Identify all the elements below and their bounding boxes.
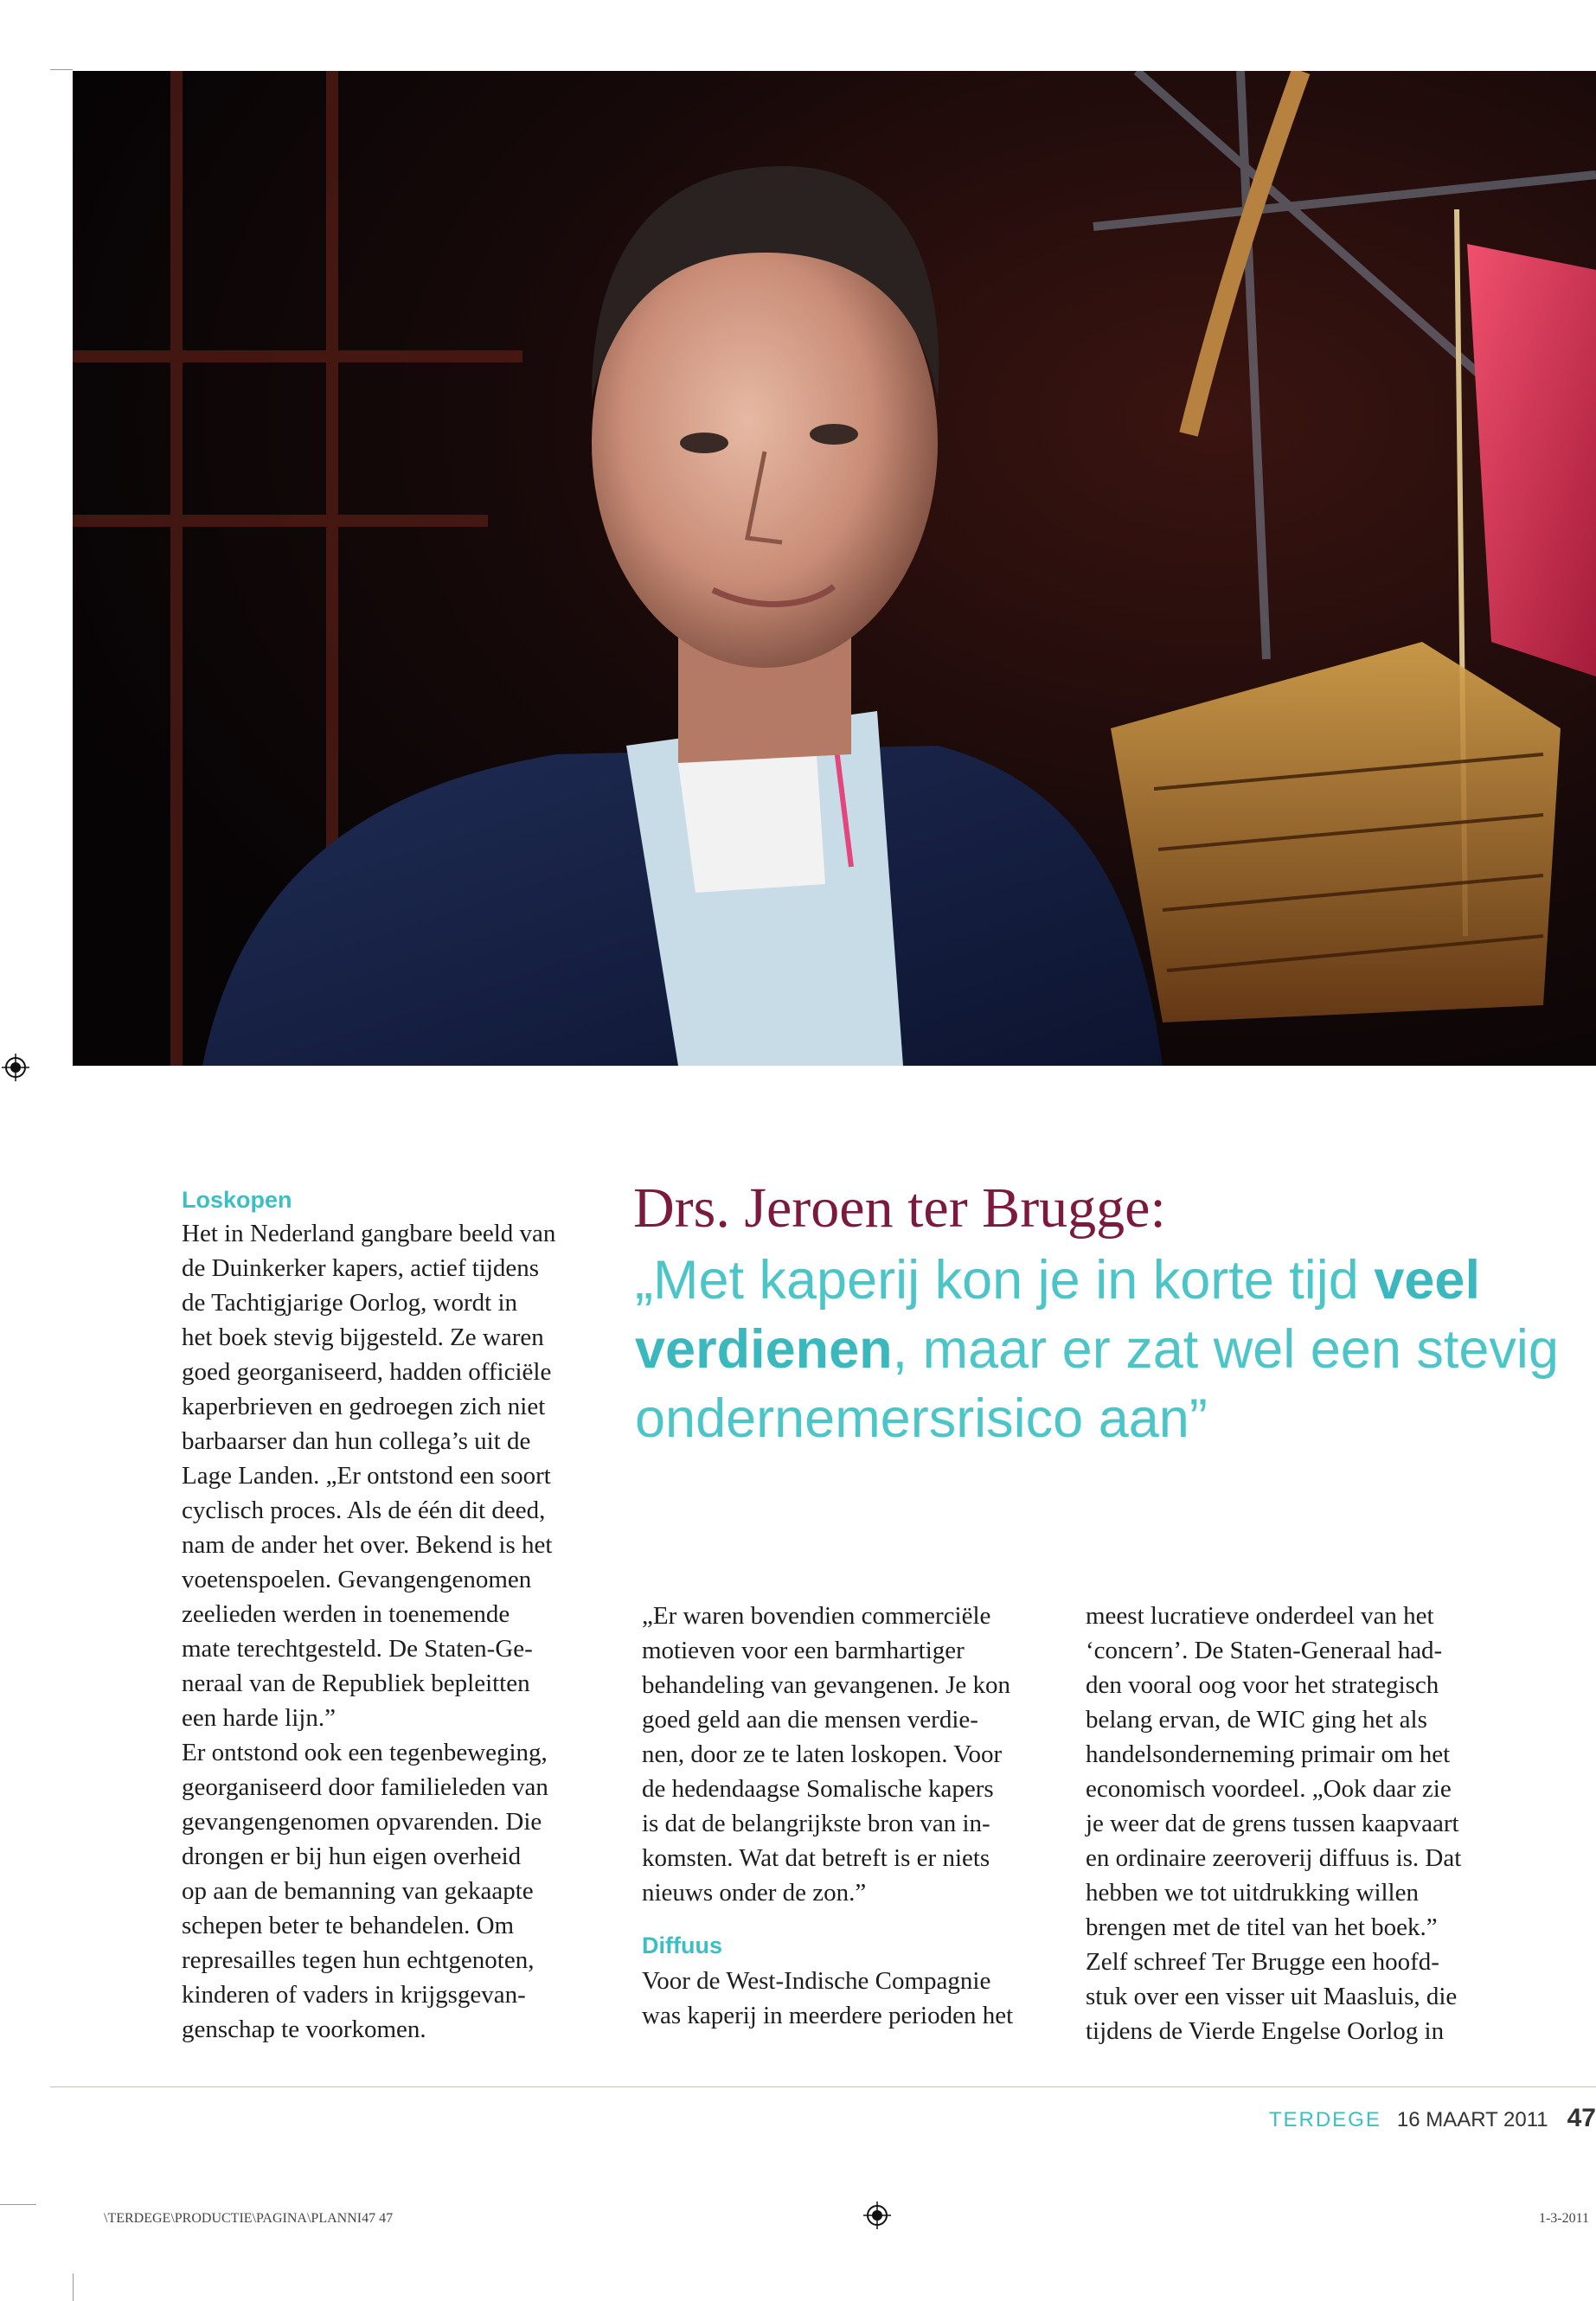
col1-line: Er ontstond ook een tegenbeweging,: [182, 1739, 548, 1766]
article-column-2: [642, 1599, 1074, 2033]
col2-line: nieuws onder de zon.”: [642, 1879, 867, 1907]
col2-line: was kaperij in meerdere perioden het: [642, 2002, 1014, 2029]
col1-line: georganiseerd door familieleden van: [182, 1773, 548, 1801]
article-column-3: [1086, 1599, 1535, 2048]
printer-slug-path: \TERDEGE\PRODUCTIE\PAGINA\PLANNI47 47: [104, 2211, 394, 2226]
col1-line: het boek stevig bijgesteld. Ze waren: [182, 1324, 544, 1351]
col2-line: „Er waren bovendien commerciële: [642, 1602, 991, 1630]
top-trim-line: [50, 69, 73, 70]
printer-slug-date: 1-3-2011: [1538, 2211, 1589, 2226]
col2-line: motieven voor een barmhartiger: [642, 1637, 965, 1664]
col1-line: nam de ander het over. Bekend is het: [182, 1531, 553, 1559]
col1-line: kaperbrieven en gedroegen zich niet: [182, 1393, 546, 1420]
col3-line: je weer dat de grens tussen kaapvaart: [1086, 1810, 1459, 1837]
col2-line: de hedendaagse Somalische kapers: [642, 1775, 994, 1803]
col3-line: Zelf schreef Ter Brugge een hoofd-: [1086, 1948, 1439, 1976]
col1-line: de Duinkerker kapers, actief tijdens: [182, 1254, 540, 1282]
article-column-1: [182, 1183, 614, 2047]
col3-line: belang ervan, de WIC ging het als: [1086, 1706, 1427, 1734]
registration-mark-bottom: [863, 2202, 891, 2229]
col1-line: Het in Nederland gangbare beeld van: [182, 1220, 556, 1247]
col3-line: meest lucratieve onderdeel van het: [1086, 1602, 1434, 1630]
col1-line: voetenspoelen. Gevangengenomen: [182, 1566, 532, 1593]
page-footer: [1269, 2104, 1596, 2133]
col1-line: schepen beter te behandelen. Om: [182, 1912, 515, 1939]
col3-line: economisch voordeel. „Ook daar zie: [1086, 1775, 1452, 1803]
col1-line: gevangengenomen opvarenden. Die: [182, 1808, 542, 1836]
quote-highlight: veel verdienen: [635, 1250, 1480, 1380]
col1-line: drongen er bij hun eigen overheid: [182, 1843, 522, 1870]
col2-line: goed geld aan die mensen verdie-: [642, 1706, 978, 1734]
col3-line: en ordinaire zeeroverij diffuus is. Dat: [1086, 1844, 1462, 1872]
col1-line: Lage Landen. „Er ontstond een soort: [182, 1462, 551, 1490]
headline-name: Drs. Jeroen ter Brugge:: [633, 1176, 1166, 1240]
col3-line: den vooral oog voor het strategisch: [1086, 1671, 1439, 1699]
col1-line: mate terechtgesteld. De Staten-Ge-: [182, 1635, 533, 1663]
col1-line: cyclisch proces. Als de één dit deed,: [182, 1497, 546, 1524]
issue-date: 16 MAART 2011: [1396, 2108, 1548, 2131]
col1-line: goed georganiseerd, hadden officiële: [182, 1358, 552, 1386]
col1-line: zeelieden werden in toenemende: [182, 1600, 510, 1628]
quote-part-1: „Met kaperij kon je in korte tijd: [635, 1250, 1375, 1311]
col1-line: genschap te voorkomen.: [182, 2016, 426, 2043]
subhead-loskopen: Loskopen: [182, 1187, 292, 1213]
headline-quote: [635, 1246, 1578, 1453]
bottom-rule: [50, 2086, 1596, 2087]
col3-line: ‘concern’. De Staten-Generaal had-: [1086, 1637, 1443, 1664]
col1-line: barbaarser dan hun collega’s uit de: [182, 1427, 531, 1455]
col1-line: de Tachtigjarige Oorlog, wordt in: [182, 1289, 518, 1317]
col2-line: nen, door ze te laten loskopen. Voor: [642, 1740, 1003, 1768]
col2-line: behandeling van gevangenen. Je kon: [642, 1671, 1010, 1699]
subhead-diffuus: Diffuus: [642, 1932, 722, 1958]
col1-line: represailles tegen hun echtgenoten,: [182, 1946, 535, 1974]
col3-line: handelsonderneming primair om het: [1086, 1740, 1451, 1768]
magazine-name: TERDEGE: [1268, 2108, 1381, 2131]
col3-line: hebben we tot uitdrukking willen: [1086, 1879, 1419, 1907]
page-number: 47: [1567, 2104, 1596, 2132]
col3-line: brengen met de titel van het boek.”: [1086, 1913, 1438, 1941]
crop-mark-left: [0, 2204, 36, 2205]
quote-part-2: , maar er zat wel een stevig ondernemersrisico aan”: [635, 1319, 1559, 1449]
col2-line: komsten. Wat dat betreft is er niets: [642, 1844, 990, 1872]
col1-line: neraal van de Republiek bepleitten: [182, 1670, 530, 1697]
crop-mark-bottom: [73, 2273, 74, 2301]
portrait-photo: [73, 71, 1596, 1066]
registration-mark-left: [2, 1054, 29, 1081]
col3-line: tijdens de Vierde Engelse Oorlog in: [1086, 2017, 1445, 2045]
col3-line: stuk over een visser uit Maasluis, die: [1086, 1983, 1458, 2010]
col2-line: Voor de West-Indische Compagnie: [642, 1967, 991, 1995]
col1-line: een harde lijn.”: [182, 1704, 336, 1732]
col2-line: is dat de belangrijkste bron van in-: [642, 1810, 990, 1837]
col1-line: kinderen of vaders in krijgsgevan-: [182, 1981, 526, 2009]
col1-line: op aan de bemanning van gekaapte: [182, 1877, 534, 1905]
